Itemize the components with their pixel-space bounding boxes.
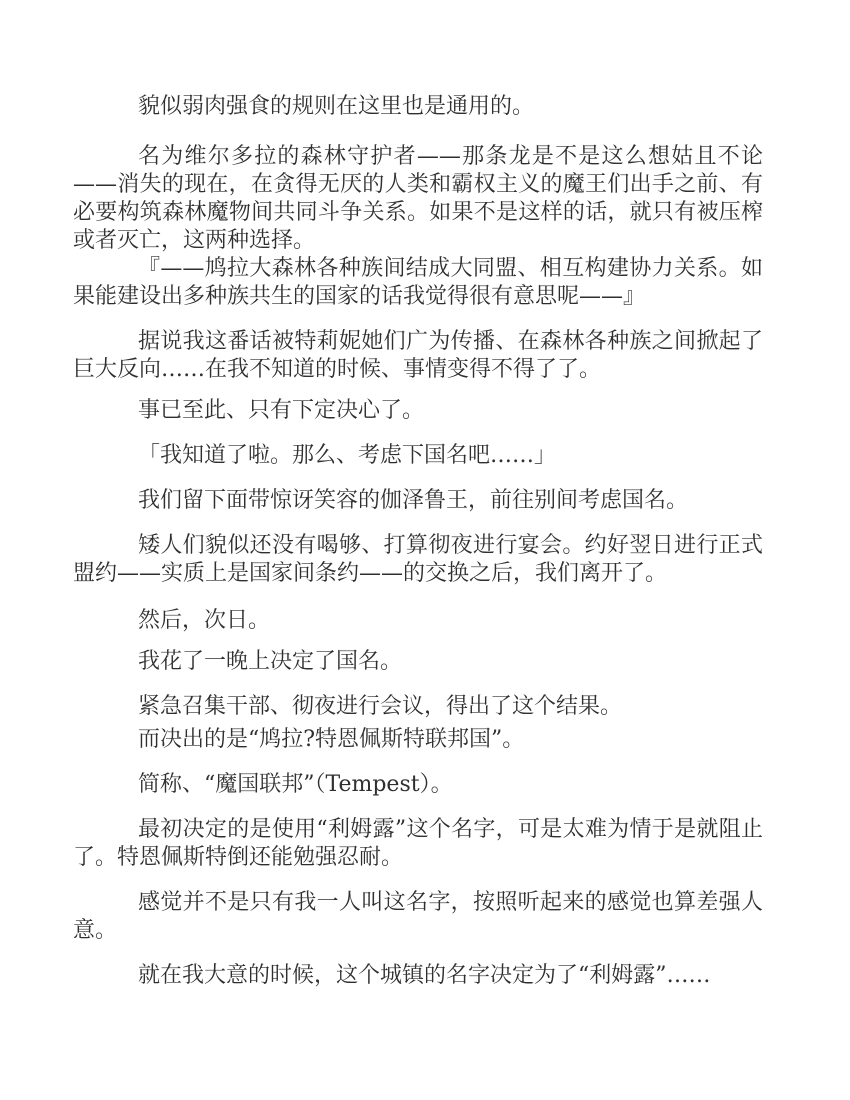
- paragraph: 『——鸠拉大森林各种族间结成大同盟、相互构建协力关系。如果能建设出多种族共生的国家的话我觉得很有意思呢——』: [73, 256, 763, 309]
- paragraph: 貌似弱肉强食的规则在这里也是通用的。: [138, 94, 535, 119]
- paragraph: 「我知道了啦。那么、考虑下国名吧……」: [138, 443, 557, 468]
- paragraph: 简称、“魔国联邦”（Tempest）。: [138, 772, 453, 797]
- paragraph: 据说我这番话被特莉妮她们广为传播、在森林各种族之间掀起了巨大反向……在我不知道的时候、事情变得不得了了。: [73, 329, 763, 382]
- document-body: [73, 93, 763, 990]
- paragraph: 最初决定的是使用“利姆露”这个名字，可是太难为情于是就阻止了。特恩佩斯特倒还能勉强忍耐。: [73, 817, 763, 870]
- paragraph: 事已至此、只有下定决心了。: [138, 398, 425, 423]
- paragraph: 然后，次日。: [138, 608, 271, 633]
- paragraph: 而决出的是“鸠拉?特恩佩斯特联邦国”。: [138, 727, 525, 752]
- paragraph: 我花了一晚上决定了国名。: [138, 649, 403, 674]
- paragraph: 就在我大意的时候，这个城镇的名字决定为了“利姆露”……: [138, 963, 711, 988]
- paragraph: 我们留下面带惊讶笑容的伽泽鲁王，前往别间考虑国名。: [138, 488, 689, 513]
- paragraph: 名为维尔多拉的森林守护者——那条龙是不是这么想姑且不论——消失的现在，在贪得无厌的人类和霸权主义的魔王们出手之前、有必要构筑森林魔物间共同斗争关系。如果不是这样的话，就只有被压榨或者灭亡，这两种选择。: [73, 144, 763, 253]
- paragraph: 紧急召集干部、彻夜进行会议，得出了这个结果。: [138, 694, 623, 719]
- paragraph: 矮人们貌似还没有喝够、打算彻夜进行宴会。约好翌日进行正式盟约——实质上是国家间条约——的交换之后，我们离开了。: [73, 533, 763, 586]
- paragraph: 感觉并不是只有我一人叫这名字，按照听起来的感觉也算差强人意。: [73, 890, 763, 943]
